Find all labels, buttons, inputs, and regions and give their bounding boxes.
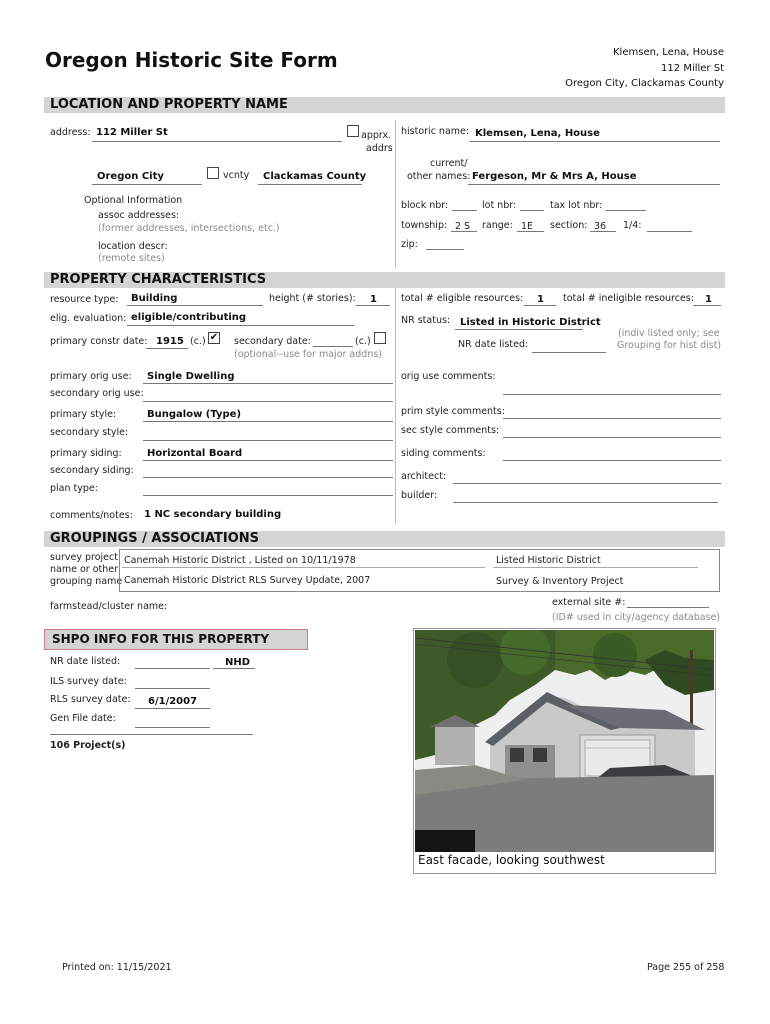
resource-type-label: resource type:	[50, 294, 119, 305]
section-value[interactable]: 36	[594, 221, 607, 232]
plan-type-label: plan type:	[50, 483, 98, 494]
range-label: range:	[482, 220, 513, 231]
property-photo	[415, 630, 714, 852]
nr-status-value[interactable]: Listed in Historic District	[460, 317, 601, 328]
primary-style-label: primary style:	[50, 409, 117, 420]
tax-lot-label: tax lot nbr:	[550, 200, 603, 211]
constr-date-label: primary constr date:	[50, 336, 148, 347]
elig-eval-value[interactable]: eligible/contributing	[131, 312, 247, 323]
lot-nbr-label: lot nbr:	[482, 200, 517, 211]
photo-caption: East facade, looking southwest	[418, 853, 605, 867]
characteristics-section-header: PROPERTY CHARACTERISTICS	[44, 272, 725, 288]
secondary-style-label: secondary style:	[50, 427, 129, 438]
historic-name-value[interactable]: Klemsen, Lena, House	[475, 128, 600, 139]
grouping-label-3: grouping name	[50, 576, 123, 587]
address-value[interactable]: 112 Miller St	[96, 127, 168, 138]
nr-date-listed-label: NR date listed:	[458, 339, 529, 350]
grouping-row-1-name[interactable]: Canemah Historic District , Listed on 10/11/1978	[124, 555, 356, 566]
shpo-section-header: SHPO INFO FOR THIS PROPERTY	[44, 629, 308, 650]
range-value[interactable]: 1E	[521, 221, 534, 232]
eligible-resources-label: total # eligible resources:	[401, 293, 524, 304]
genfile-label: Gen File date:	[50, 713, 116, 724]
prim-style-comments-label: prim style comments:	[401, 406, 505, 417]
header-site-address: 112 Miller St	[661, 63, 724, 74]
eligible-resources-value[interactable]: 1	[537, 294, 544, 305]
primary-siding-label: primary siding:	[50, 448, 122, 459]
secondary-date-label: secondary date:	[234, 336, 311, 347]
shpo-nr-date-label: NR date listed:	[50, 656, 121, 667]
rls-survey-label: RLS survey date:	[50, 694, 131, 705]
historic-name-label: historic name:	[401, 126, 470, 137]
rls-survey-value[interactable]: 6/1/2007	[148, 696, 198, 707]
assoc-addresses-label: assoc addresses:	[98, 210, 180, 221]
page-number: Page 255 of 258	[647, 962, 725, 973]
header-site-name: Klemsen, Lena, House	[613, 47, 724, 58]
height-value[interactable]: 1	[370, 294, 377, 305]
orig-use-label: primary orig use:	[50, 371, 132, 382]
secondary-circa-checkbox[interactable]	[374, 332, 386, 344]
orig-use-comments-label: orig use comments:	[401, 371, 496, 382]
elig-eval-label: elig. evaluation:	[50, 313, 127, 324]
city-value[interactable]: Oregon City	[97, 171, 164, 182]
secondary-date-hint: (optional--use for major addns)	[234, 349, 382, 360]
location-descr-hint: (remote sites)	[98, 253, 165, 264]
approx-address-checkbox[interactable]	[347, 125, 359, 137]
resource-type-value[interactable]: Building	[131, 293, 178, 304]
constr-date-value[interactable]: 1915	[156, 336, 184, 347]
form-title: Oregon Historic Site Form	[45, 48, 338, 72]
grouping-row-2-name[interactable]: Canemah Historic District RLS Survey Update, 2007	[124, 575, 371, 586]
grouping-row-1-type: Listed Historic District	[496, 555, 601, 566]
grouping-label-1: survey project	[50, 552, 118, 563]
farmstead-label: farmstead/cluster name:	[50, 601, 168, 612]
sec-style-comments-label: sec style comments:	[401, 425, 500, 436]
builder-label: builder:	[401, 490, 438, 501]
orig-use-value[interactable]: Single Dwelling	[147, 371, 235, 382]
quarter-label: 1/4:	[623, 220, 642, 231]
zip-label: zip:	[401, 239, 418, 250]
township-label: township:	[401, 220, 448, 231]
grouping-row-2-type: Survey & Inventory Project	[496, 576, 624, 587]
indiv-hint-2: Grouping for hist dist)	[617, 340, 722, 351]
vicinity-label: vcnty	[223, 170, 250, 181]
groupings-section-header: GROUPINGS / ASSOCIATIONS	[44, 531, 725, 547]
property-photo-frame	[413, 628, 716, 874]
addrs-label: addrs	[366, 143, 393, 154]
vicinity-checkbox[interactable]	[207, 167, 219, 179]
primary-style-value[interactable]: Bungalow (Type)	[147, 409, 242, 420]
section-label: section:	[550, 220, 588, 231]
header-site-city: Oregon City, Clackamas County	[565, 78, 724, 89]
shpo-nr-value[interactable]: NHD	[225, 657, 251, 668]
current-names-label-1: current/	[430, 158, 468, 169]
constr-circa-checkbox[interactable]: ✔	[209, 332, 219, 343]
location-descr-label: location descr:	[98, 241, 168, 252]
printed-date: Printed on: 11/15/2021	[62, 962, 172, 973]
external-site-hint: (ID# used in city/agency database)	[552, 612, 721, 623]
height-label: height (# stories):	[269, 293, 356, 304]
external-site-label: external site #:	[552, 597, 626, 608]
county-value[interactable]: Clackamas County	[263, 171, 367, 182]
projects-label: 106 Project(s)	[50, 740, 126, 751]
comments-label: comments/notes:	[50, 510, 133, 521]
siding-comments-label: siding comments:	[401, 448, 486, 459]
current-names-label-2: other names:	[407, 171, 471, 182]
architect-label: architect:	[401, 471, 447, 482]
approx-label: apprx.	[361, 130, 392, 141]
comments-value[interactable]: 1 NC secondary building	[144, 509, 282, 520]
township-value[interactable]: 2 S	[455, 221, 471, 232]
current-names-value[interactable]: Fergeson, Mr & Mrs A, House	[472, 171, 637, 182]
ineligible-resources-label: total # ineligible resources:	[563, 293, 694, 304]
block-nbr-label: block nbr:	[401, 200, 449, 211]
secondary-orig-use-label: secondary orig use:	[50, 388, 144, 399]
location-section-header: LOCATION AND PROPERTY NAME	[44, 97, 725, 113]
ineligible-resources-value[interactable]: 1	[705, 294, 712, 305]
optional-info-label: Optional Information	[84, 195, 183, 206]
grouping-label-2: name or other	[50, 564, 119, 575]
secondary-siding-label: secondary siding:	[50, 465, 134, 476]
address-label: address:	[50, 127, 91, 138]
indiv-hint-1: (indiv listed only; see	[618, 328, 720, 339]
constr-circa-label: (c.)	[190, 336, 206, 347]
ils-survey-label: ILS survey date:	[50, 676, 127, 687]
assoc-addresses-hint: (former addresses, intersections, etc.)	[98, 223, 280, 234]
nr-status-label: NR status:	[401, 315, 451, 326]
secondary-circa-label: (c.)	[355, 336, 371, 347]
primary-siding-value[interactable]: Horizontal Board	[147, 448, 243, 459]
